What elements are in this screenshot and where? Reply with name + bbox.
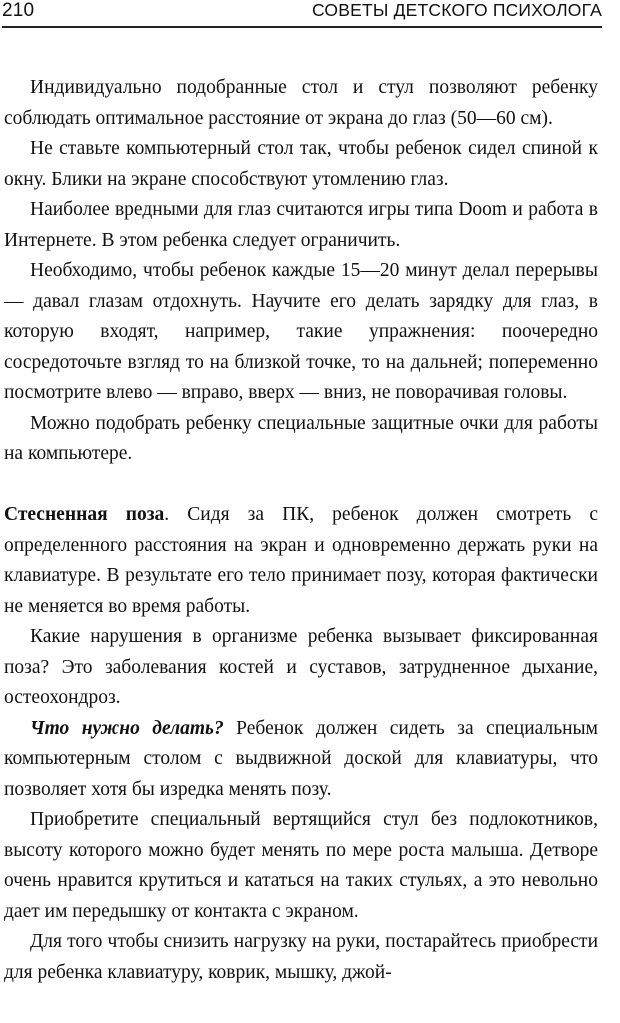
what-to-do-lead: Что нужно делать?: [30, 717, 224, 739]
paragraph-window: Не ставьте компьютерный стол так, чтобы ребенок сидел спиной к окну. Блики на экране способствуют утомлению глаз.: [4, 138, 598, 190]
page-header: [2, 0, 602, 28]
paragraph-what-to-do: [4, 714, 598, 806]
paragraph-keyboard: Для того чтобы снизить нагрузку на руки, постарайтесь приобрести для ребенка клавиатуру, коврик, мышку, джой-: [4, 931, 598, 983]
paragraph-breaks: Необходимо, чтобы ребенок каждые 15—20 минут делал перерывы — давал глазам отдохнуть. Научите его делать зарядку для глаз, в которую входят, например, такие упражнения: поочередно сосредоточьте взгляд то на близкой точке, то на дальней; попеременно посмотрите влево — вправо, вверх — вниз, не поворачивая головы.: [4, 260, 598, 403]
body-text: [4, 73, 598, 988]
paragraph-harmful-games: Наиболее вредными для глаз считаются игры типа Doom и работа в Интернете. В этом ребенка следует ограничить.: [4, 199, 598, 251]
what-to-do-text: Ребенок должен сидеть за специальным компьютерным столом с выдвижной доской для клавиатуры, что позволяет хотя бы изредка менять позу.: [4, 717, 598, 800]
section-heading-posture: Стесненная поза: [4, 504, 165, 525]
paragraph-glasses: Можно подобрать ребенку специальные защитные очки для работы на компьютере.: [4, 412, 598, 464]
paragraph-distance: Индивидуально подобранные стол и стул позволяют ребенку соблюдать оптимальное расстояние от экрана до глаз (50—60 см).: [4, 77, 598, 129]
running-title: СОВЕТЫ ДЕТСКОГО ПСИХОЛОГА: [311, 0, 602, 20]
section-gap: [4, 470, 598, 501]
page-number: 210: [2, 0, 35, 21]
paragraph-posture-text: . Сидя за ПК, ребенок должен смотреть с определенного расстояния на экран и одновременно держать руки на клавиатуре. В результате его тело принимает позу, которая фактически не меняется во время работы.: [4, 504, 598, 617]
paragraph-posture: [4, 500, 598, 622]
paragraph-chair: Приобретите специальный вертящийся стул без подлокотников, высоту которого можно будет менять по мере роста малыша. Детворе очень нравится крутиться и кататься на таких стульях, а это невольно дает им передышку от контакта с экраном.: [4, 809, 598, 922]
paragraph-violations: Какие нарушения в организме ребенка вызывает фиксированная поза? Это заболевания костей и суставов, затрудненное дыхание, остеохондроз.: [4, 626, 598, 708]
